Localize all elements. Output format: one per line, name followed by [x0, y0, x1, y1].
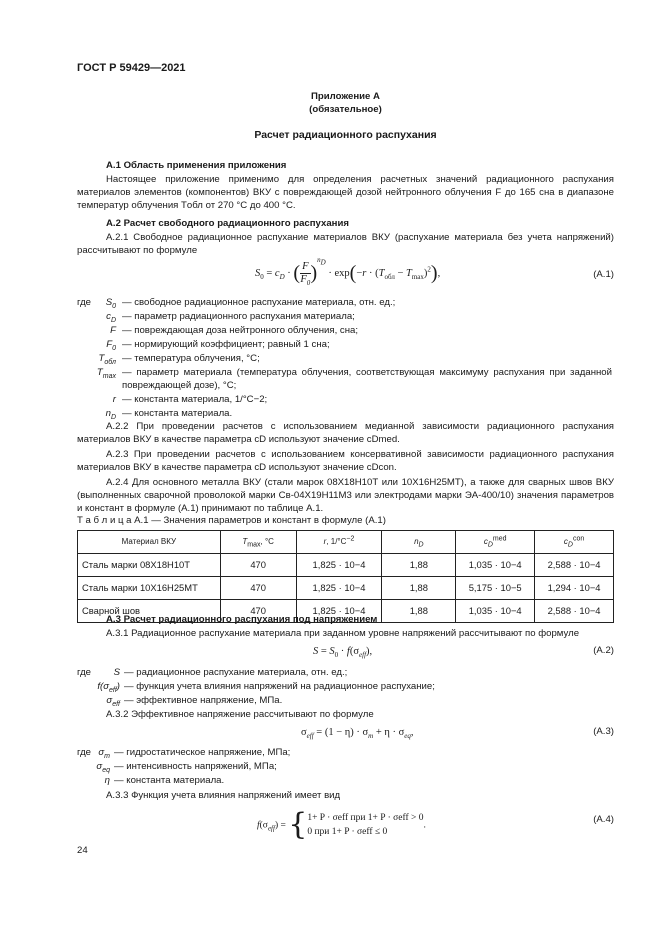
table-header: r, $1/^\circ С^{-2}$	[296, 531, 382, 554]
table-cell: 1,825 · 10−4	[296, 577, 382, 600]
section-a3-heading: А.3 Расчет радиационного распухания под напряжением	[106, 614, 378, 625]
def-symbol: r	[112, 394, 116, 405]
section-a2-p4: А.2.4 Для основного металла ВКУ (стали марок 08Х18Н10Т или 10Х16Н25МТ), а также для сварных швов ВКУ (выполненных сварочной проволокой марки Св-04Х19Н11М3 или электродами марки ЭА-400/10) значения параметров и констант в формуле (А.1) принимают по таблице А.1.	[77, 477, 614, 514]
table-cell: Сталь марки 10Х16Н25МТ	[78, 577, 221, 600]
table-cell: 5,175 · 10−5	[456, 577, 535, 600]
where-label: где	[77, 747, 92, 758]
where-label: где	[77, 297, 92, 308]
table-cell: 1,035 · 10−4	[456, 554, 535, 577]
def-text: — функция учета влияния напряжений на радиационное распухание;	[124, 681, 435, 692]
formula-a2-number: (А.2)	[593, 645, 614, 656]
def-text: — константа материала.	[114, 775, 225, 786]
formula-a2-body: $S = S_0 \cdot f(\sigma_{eff})$,	[313, 646, 373, 660]
def-symbol: $\sigma_{eq}$	[96, 761, 110, 774]
section-a3-p2: А.3.2 Эффективное напряжение рассчитывают по формуле	[106, 709, 374, 720]
table-cell: 2,588 · 10−4	[535, 600, 614, 623]
formula-a1-body: $S_0 = c_D$ · ( $\frac{F}{F_0}$ )$^{n_D} \cdot \exp(-r \cdot (T_{обл} - T_{max})^2)$,	[255, 256, 441, 288]
appendix-subtitle: (обязательное)	[309, 104, 382, 115]
table-header: $n_D$	[382, 531, 456, 554]
section-a1-text: Настоящее приложение применимо для определения расчетных значений радиационного распухания материалов элементов (компонентов) ВКУ с повреждающей дозой нейтронного облучения F до 165 сна в диапазоне температур облучения Tобл от 270 °С до 400 °С.	[77, 174, 614, 211]
section-a3-p3: А.3.3 Функция учета влияния напряжений имеет вид	[106, 790, 341, 801]
def-text: — гидростатическое напряжение, МПа;	[114, 747, 291, 758]
table-header-row	[78, 531, 614, 554]
section-a2-p2: А.2.2 При проведении расчетов с использованием медианной зависимости радиационного распухания материалов ВКУ в качестве параметра cD используют значение cDmed.	[77, 421, 614, 445]
table-caption-text: А.1 — Значения параметров и констант в формуле (А.1)	[134, 515, 386, 526]
table-header: $c_D^{med}$	[456, 531, 535, 554]
table-cell: 470	[220, 577, 296, 600]
def-symbol: F	[110, 325, 116, 336]
table-cell: Сталь марки 08Х18Н10Т	[78, 554, 221, 577]
section-a2-heading: А.2 Расчет свободного радиационного распухания	[106, 218, 349, 229]
table-cell: 1,88	[382, 554, 456, 577]
table-cell: 1,825 · 10−4	[296, 554, 382, 577]
formula-a3-number: (А.3)	[593, 726, 614, 737]
def-symbol: S	[113, 667, 120, 678]
def-symbol: $c_D$	[106, 311, 116, 324]
formula-a4	[77, 805, 614, 842]
def-symbol: $T_{max}$	[96, 367, 116, 380]
def-text: — радиационное распухание материала, отн. ед.;	[124, 667, 348, 678]
section-a2-p3: А.2.3 При проведении расчетов с использованием консервативной зависимости радиационного распухания материалов ВКУ в качестве параметра cD используют значение cDcon.	[77, 449, 614, 473]
table-cell: 2,588 · 10−4	[535, 554, 614, 577]
def-symbol: η	[104, 775, 110, 786]
def-text: — нормирующий коэффициент; равный 1 сна;	[122, 339, 330, 350]
def-text: — свободное радиационное распухание материала, отн. ед.;	[122, 297, 396, 308]
table-cell: Сварной шов	[78, 600, 221, 623]
formula-a4-case1: 1+ P · σeff при 1+ P · σeff > 0	[307, 813, 424, 823]
table-cell: 1,294 · 10−4	[535, 577, 614, 600]
table-cell: 470	[220, 600, 296, 623]
formula-a2	[77, 645, 614, 661]
table-cell: 1,88	[382, 577, 456, 600]
table-header: $T_{max}$, °С	[220, 531, 296, 554]
def-text: — параметр радиационного распухания материала;	[122, 311, 355, 322]
table-cell: 470	[220, 554, 296, 577]
appendix-heading: Расчет радиационного распухания	[254, 129, 437, 141]
table-caption	[77, 515, 386, 528]
def-text: — интенсивность напряжений, МПа;	[114, 761, 277, 772]
def-symbol: $F_0$	[106, 339, 116, 352]
table-caption-prefix: Т а б л и ц а	[77, 515, 132, 526]
def-text: — эффективное напряжение, МПа.	[124, 695, 283, 706]
where-label: где	[77, 667, 92, 678]
table-cell: 1,825 · 10−4	[296, 600, 382, 623]
formula-a4-number: (А.4)	[593, 814, 614, 825]
def-text: — константа материала, 1/°С−2;	[122, 394, 268, 405]
formula-a3	[77, 726, 614, 742]
page-number: 24	[77, 845, 88, 856]
formula-a4-case2: 0 при 1+ P · σeff ≤ 0	[307, 827, 388, 838]
def-symbol: $f(\sigma_{eff})$	[97, 681, 120, 694]
def-symbol: $\sigma_{eff}$	[106, 695, 120, 708]
def-text: — повреждающая доза нейтронного облучения, сна;	[122, 325, 358, 336]
def-symbol: $n_D$	[105, 408, 116, 421]
appendix-title: Приложение А	[311, 91, 380, 102]
section-a1-heading: А.1 Область применения приложения	[106, 160, 287, 171]
def-symbol: $T_{обл}$	[98, 353, 116, 366]
parameters-table	[77, 530, 614, 623]
table-header: Материал ВКУ	[78, 531, 221, 554]
table-header: $c_D^{con}$	[535, 531, 614, 554]
document-header: ГОСТ Р 59429—2021	[77, 62, 186, 74]
table-row	[78, 554, 614, 577]
formula-a4-body: $f(\sigma_{eff})$ = { 1+ P · σeff при 1+ P · σeff > 0 0 при 1+ P · σeff ≤ 0 .	[257, 807, 426, 842]
def-symbol: $\sigma_m$	[98, 747, 110, 760]
section-a3-p1: А.3.1 Радиационное распухание материала при заданном уровне напряжений рассчитывают по формуле	[106, 628, 580, 639]
formula-a1	[77, 256, 614, 290]
table-cell: 1,88	[382, 600, 456, 623]
def-text: — константа материала.	[122, 408, 233, 419]
formula-a3-body: $\sigma_{eff} = (1 - \eta) \cdot \sigma_m + \eta \cdot \sigma_{eq}$,	[301, 727, 414, 741]
table-cell: 1,035 · 10−4	[456, 600, 535, 623]
def-text: — параметр материала (температура облучения, соответствующая максимуму распухания при заданной повреждающей дозе), °С;	[122, 367, 612, 391]
def-text: — температура облучения, °С;	[122, 353, 260, 364]
table-row	[78, 577, 614, 600]
formula-a1-number: (А.1)	[593, 269, 614, 280]
section-a2-p1: А.2.1 Свободное радиационное распухание материалов ВКУ (распухание материала без учета напряжений) рассчитывают по формуле	[77, 232, 614, 256]
def-symbol: $S_0$	[105, 297, 116, 310]
